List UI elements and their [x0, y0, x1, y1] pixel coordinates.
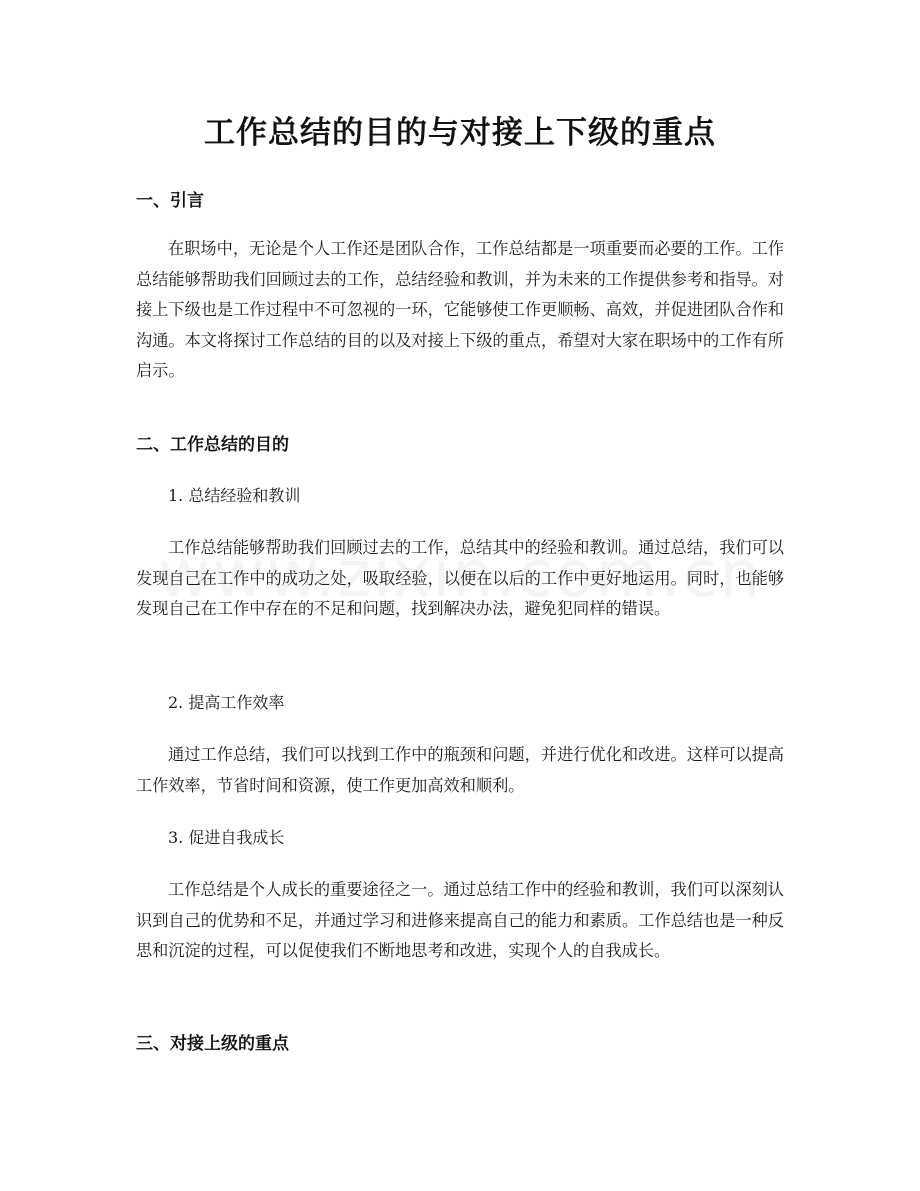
purpose-item-3-text: 工作总结是个人成长的重要途径之一。通过总结工作中的经验和教训，我们可以深刻认识到自己的优势和不足，并通过学习和进修来提高自己的能力和素质。工作总结也是一种反思和沉淀的过程，可以促使我们不断地思考和改进，实现个人的自我成长。	[136, 880, 784, 960]
purpose-item-3-label: 3. 促进自我成长	[168, 828, 285, 847]
section-heading-intro: 一、引言	[136, 191, 204, 211]
purpose-item-1-label: 1. 总结经验和教训	[168, 486, 301, 505]
purpose-item-2-text: 通过工作总结，我们可以找到工作中的瓶颈和问题，并进行优化和改进。这样可以提高工作效率，节省时间和资源，使工作更加高效和顺利。	[136, 745, 784, 795]
purpose-item-2-label: 2. 提高工作效率	[168, 693, 285, 712]
section-heading-purpose: 二、工作总结的目的	[136, 435, 289, 455]
purpose-item-1-text: 工作总结能够帮助我们回顾过去的工作，总结其中的经验和教训。通过总结，我们可以发现自己在工作中的成功之处，吸取经验，以便在以后的工作中更好地运用。同时，也能够发现自己在工作中存在的不足和问题，找到解决办法，避免犯同样的错误。	[136, 538, 784, 618]
intro-paragraph: 在职场中，无论是个人工作还是团队合作，工作总结都是一项重要而必要的工作。工作总结能够帮助我们回顾过去的工作，总结经验和教训，并为未来的工作提供参考和指导。对接上下级也是工作过程中不可忽视的一环，它能够使工作更顺畅、高效，并促进团队合作和沟通。本文将探讨工作总结的目的以及对接上下级的重点，希望对大家在职场中的工作有所启示。	[136, 239, 784, 380]
document-title: 工作总结的目的与对接上下级的重点	[204, 115, 716, 151]
section-heading-superior: 三、对接上级的重点	[136, 1034, 289, 1054]
